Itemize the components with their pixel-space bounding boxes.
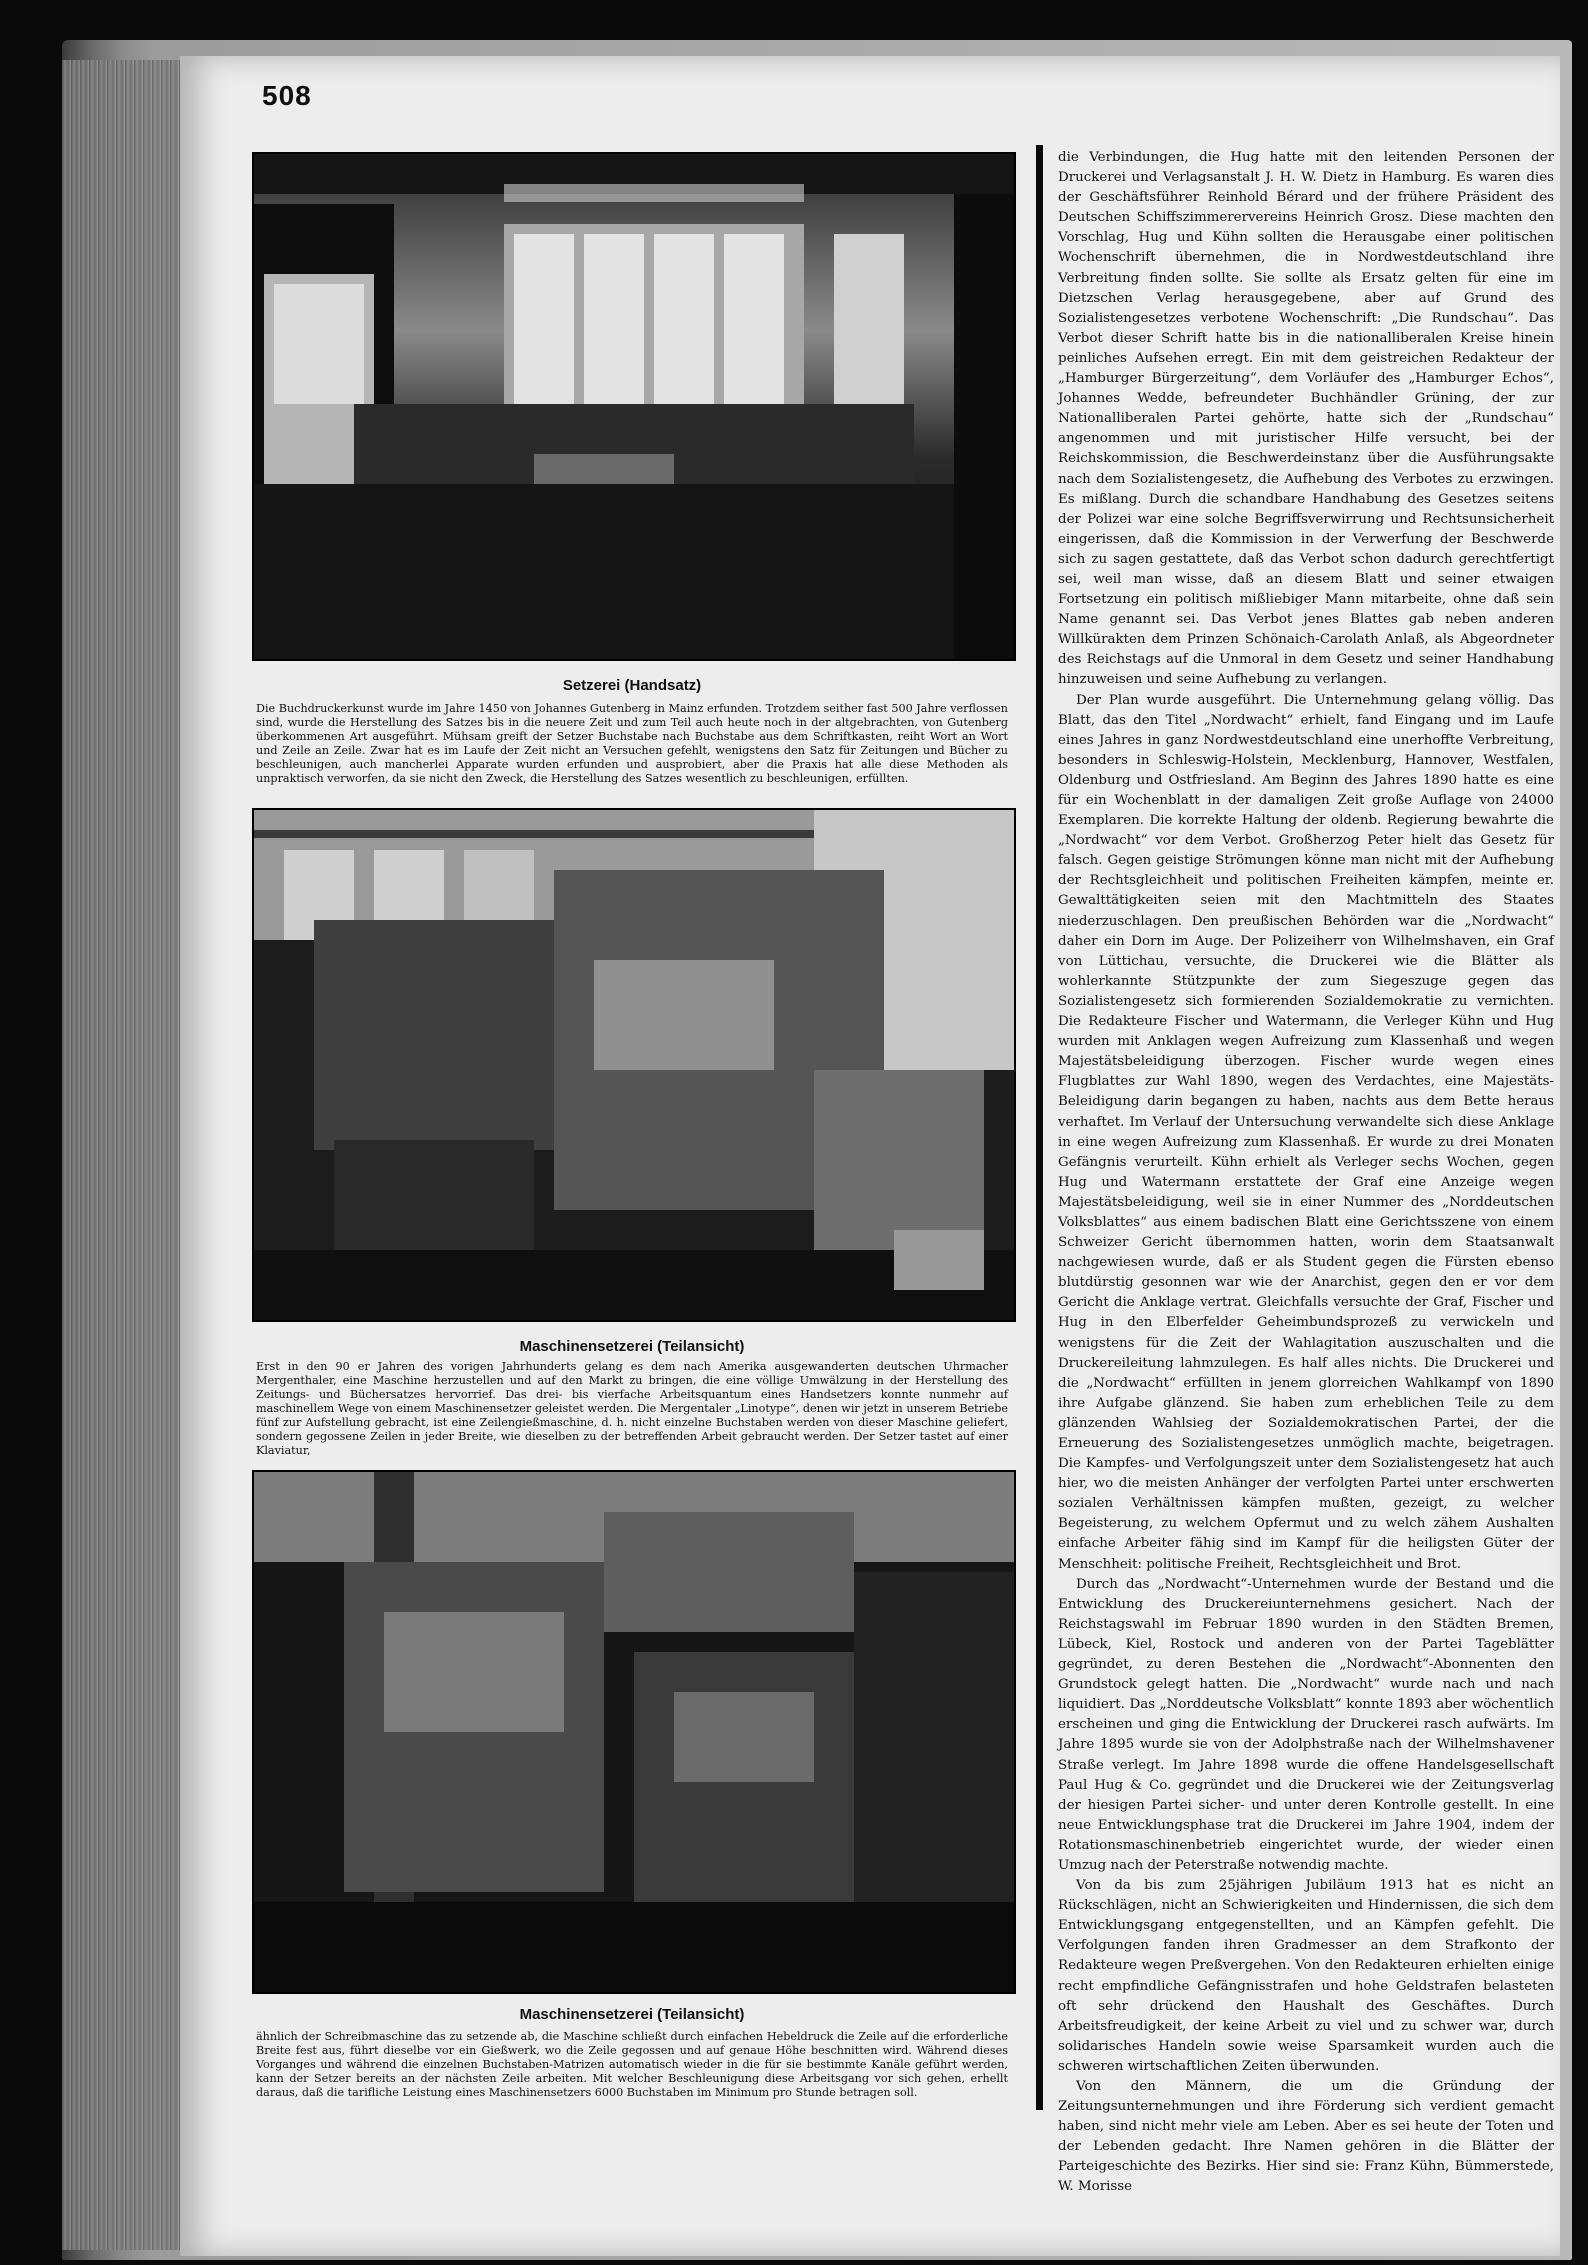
- article-paragraph: die Verbindungen, die Hug hatte mit den leitenden Personen der Druckerei und Verlagsanstalt J. H. W. Dietz in Hamburg. Es waren dies der Geschäftsführer Reinhold Bérard und der frühere Präsident des Deutschen Schiffszimmerervereins Heinrich Grosz. Diese machten den Vorschlag, Hug und Kühn sollten die Herausgabe einer politischen Wochenschrift übernehmen, die in Nordwestdeutschland ihre Verbreitung finden sollte. Sie sollte als Ersatz gelten für eine im Dietzschen Verlag herausgegebene, aber auf Grund des Sozialistengesetzes verbotene Wochenschrift: „Die Rundschau“. Das Verbot dieser Schrift hatte bis in die nationalliberalen Kreise hinein peinliches Aufsehen erregt. Ein mit dem geistreichen Redakteur der „Hamburger Bürgerzeitung“, dem Vorläufer des „Hamburger Echos“, Johannes Wedde, befreundeter Buchhändler Grüning, der zur Nationalliberalen Partei gehörte, hatte sich der „Rundschau“ angenommen und mit juristischer Hilfe versucht, bei der Reichskommission, die Beschwerdeinstanz über die Ausführungsakte nach dem Sozialistengesetz, die Aufhebung des Verbotes zu erzwingen. Es mißlang. Durch die schandbare Handhabung des Gesetzes seitens der Polizei war eine solche Begriffsverwirrung und Rechtsunsicherheit eingerissen, daß die Kommission in der Verwerfung der Beschwerde sich zu sagen gestattete, daß das Verbot schon dadurch gerechtfertigt sei, weil man wisse, daß an diesem Blatt und seiner etwaigen Fortsetzung ein politisch mißliebiger Mann mitarbeite, ohne daß sein Name genannt sei. Das Verbot jenes Blattes gab neben anderen Willkürakten dem Prinzen Schönaich-Carolath Anlaß, als Abgeordneter des Reichstags auf die Unmoral in dem Gesetz und seiner Handhabung hinzuweisen und seine Aufhebung zu verlangen.: [1058, 150, 1554, 688]
- article-paragraph: Durch das „Nordwacht“-Unternehmen wurde der Bestand und die Entwicklung des Druckereiunternehmens gesichert. Nach der Reichstagswahl im Februar 1890 wurden in den Städten Bremen, Lübeck, Kiel, Rostock und anderen von der Partei Tageblätter gegründet, zu deren Bestehen die „Nordwacht“-Abonnenten den Grundstock gelegt hatten. Die „Nordwacht“ wurde nach und nach liquidiert. Das „Norddeutsche Volksblatt“ konnte 1893 aber wöchentlich erscheinen und ging die Entwicklung der Druckerei rasch aufwärts. Im Jahre 1895 wurde sie von der Adolphstraße nach der Wilhelmshavener Straße verlegt. Im Jahre 1898 wurde die offene Handelsgesellschaft Paul Hug & Co. gegründet und die Druckerei wie der Zeitungsverlag der hiesigen Partei sicher- und unter deren Kontrolle gestellt. In eine neue Entwicklungsphase trat die Druckerei im Jahre 1904, indem der Rotationsmaschinenbetrieb eingerichtet wurde, der wieder einen Umzug nach der Peterstraße notwendig machte.: [1058, 1576, 1554, 1873]
- column-rule: [1036, 145, 1043, 2110]
- page-edges: [62, 60, 182, 2250]
- photo-hand-composing-room: [252, 152, 1016, 661]
- figure-2-title: Maschinensetzerei (Teilansicht): [519, 1338, 745, 1355]
- article-column: [1058, 148, 1554, 2198]
- photo-machine-composing-room-1: [252, 808, 1016, 1322]
- article-paragraph: Der Plan wurde ausgeführt. Die Unternehmung gelang völlig. Das Blatt, das den Titel „Nordwacht“ erhielt, fand Eingang und im Laufe eines Jahres in ganz Nordwestdeutschland eine unerhoffte Verbreitung, besonders in Schleswig-Holstein, Mecklenburg, Hannover, Westfalen, Oldenburg und Ostfriesland. Am Beginn des Jahres 1890 hatte es eine für ein Wochenblatt in der damaligen Zeit große Auflage von 24000 Exemplaren. Die korrekte Haltung der oldenb. Regierung bewahrte die „Nordwacht“ vor dem Verbot. Großherzog Peter hielt das Gesetz für falsch. Gegen geistige Strömungen könne man nicht mit der Aufhebung der Rechtsgleichheit und politischen Freiheiten kämpfen, meinte er. Gewalttätigkeiten seien mit den Machtmitteln des Staates niederzuschlagen. Den preußischen Behörden war die „Nordwacht“ daher ein Dorn im Auge. Der Polizeiherr von Wilhelmshaven, ein Graf von Lüttichau, versuchte, die Druckerei wie die Blätter als wohlerkannte Stützpunkte der zum Siegeszuge gegen das Sozialistengesetz sich formierenden Sozialdemokratie zu vernichten. Die Redakteure Fischer und Watermann, die Verleger Kühn und Hug wurden mit Anklagen wegen Aufreizung zum Klassenhaß und wegen Majestätsbeleidigung überzogen. Fischer wurde wegen eines Flugblattes zur Wahl 1890, wegen des Verdachtes, eine Majestäts-Beleidigung darin begangen zu haben, nachts aus dem Bette heraus verhaftet. Im Verlauf der Untersuchung verwandelte sich diese Anklage in eine wegen Aufreizung zum Klassenhaß. Er wurde zu drei Monaten Gefängnis verurteilt. Kühn erhielt als Verleger sechs Wochen, gegen Hug und Watermann erstattete der Graf eine Anzeige wegen Majestätsbeleidigung, weil sie in einer Nummer des „Norddeutschen Volksblattes“ aus einem badischen Blatt eine Gerichtsszene von einem Schweizer Gericht übernommen hatten, worin dem Staatsanwalt nachgewiesen wurde, daß er als Student gegen die Fürsten ebenso blutdürstig gesonnen war wie der Anarchist, gegen den er vor dem Gericht die Anklage vertrat. Gleichfalls versuchte der Graf, Fischer und Hug in den Elberfelder Geheimbundsprozeß zu verwickeln und wenigstens für die Zeit der Wahlagitation auszuschalten und die Druckereileitung lahmzulegen. Es half alles nichts. Die Druckerei und die „Nordwacht“ erfüllten in jenem glorreichen Wahlkampf von 1890 ihre Aufgabe glänzend. Sie haben zum erheblichen Teile zu dem glänzenden Wahlsieg der Sozialdemokratischen Partei, der die Erneuerung des Sozialistengesetzes unmöglich machte, beigetragen. Die Kampfes- und Verfolgungszeit unter dem Sozialistengesetz hat auch hier, wo die meisten Anhänger der verfolgten Partei unter erschwerten sozialen Verhältnissen kämpfen mußten, gezeigt, zu welcher Begeisterung, zu welchem Opfermut und zu welch zähem Aushalten einfache Arbeiter fähig sind im Kampf für die heiligsten Güter der Menschheit: politische Freiheit, Rechtsgleichheit und Brot.: [1058, 692, 1554, 1572]
- figure-3-title: Maschinensetzerei (Teilansicht): [519, 2006, 745, 2023]
- figure-1-title: Setzerei (Handsatz): [562, 677, 702, 694]
- photo-machine-composing-room-2: [252, 1470, 1016, 1994]
- figure-3-caption: ähnlich der Schreibmaschine das zu setzende ab, die Maschine schließt durch einfachen Hebeldruck die Zeile auf die erforderliche Breite fest aus, führt dieselbe vor ein Gießwerk, wo die Zeile gegossen und auf genaue Höhe beschnitten wird. Während dieses Vorganges und während die einzelnen Buchstaben-Matrizen automatisch wieder in die für sie bestimmte Kanäle geführt werden, kann der Setzer bereits an der nächsten Zeile arbeiten. Mit welcher Beschleunigung diese Arbeitsgang vor sich gehen, erhellt daraus, daß die tarifliche Leistung eines Maschinensetzers 6000 Buchstaben im Minimum pro Stunde betragen soll.: [256, 2030, 1008, 2099]
- figure-2-caption: Erst in den 90 er Jahren des vorigen Jahrhunderts gelang es dem nach Amerika ausgewanderten deutschen Uhrmacher Mergenthaler, eine Maschine herzustellen und auf den Markt zu bringen, die eine völlige Umwälzung in der Herstellung des Zeitungs- und Büchersatzes hervorrief. Das drei- bis vierfache Arbeitsquantum eines Handsetzers konnte nunmehr auf maschinellem Wege von einem Maschinensetzer geleistet werden. Die Mergentaler „Linotype“, denen wir jetzt in unserem Betriebe fünf zur Aufstellung gebracht, ist eine Zeilengießmaschine, d. h. nicht einzelne Buchstaben werden von dieser Maschine geliefert, sondern gegossene Zeilen in jeder Breite, wie dieselben zu der betreffenden Arbeit gebraucht werden. Der Setzer tastet auf einer Klaviatur,: [256, 1360, 1008, 1457]
- page-number: 508: [262, 80, 312, 111]
- figure-1-caption: Die Buchdruckerkunst wurde im Jahre 1450 von Johannes Gutenberg in Mainz erfunden. Trotzdem seither fast 500 Jahre verflossen sind, wurde die Herstellung des Satzes bis in die neuere Zeit und zum Teil auch heute noch in der altgebrachten, von Gutenberg überkommenen Art ausgeführt. Mühsam greift der Setzer Buchstabe nach Buchstabe aus dem Schriftkasten, reiht Wort an Wort und Zeile an Zeile. Zwar hat es im Laufe der Zeit nicht an Versuchen gefehlt, wenigstens den Satz für Zeitungen und Bücher zu beschleunigen, auch mancherlei Apparate wurden erfunden und ausprobiert, aber die Praxis hat alle diese Methoden als unpraktisch verworfen, da sie nicht den Zweck, die Herstellung des Satzes wesentlich zu beschleunigen, erfüllten.: [256, 702, 1008, 785]
- article-paragraph: Von da bis zum 25jährigen Jubiläum 1913 hat es nicht an Rückschlägen, nicht an Schwierigkeiten und Hindernissen, die sich dem Entwicklungsgang entgegenstellten, und an Kämpfen gefehlt. Die Verfolgungen fanden ihren Gradmesser an dem Strafkonto der Redakteure wegen Preßvergehen. Von den Redakteuren erhielten einige recht empfindliche Gefängnisstrafen und hohe Geldstrafen belasteten oft sehr drückend den Haushalt des Geschäftes. Durch Arbeitsfreudigkeit, der keine Arbeit zu viel und zu schwer war, durch solidarisches Handeln sowie weise Sparsamkeit wurden auch die schweren wirtschaftlichen Zeiten überwunden.: [1058, 1878, 1554, 2074]
- article-paragraph: Von den Männern, die um die Gründung der Zeitungsunternehmungen und ihre Förderung sich verdient gemacht haben, sind nicht mehr viele am Leben. Aber es sei heute der Toten und der Lebenden gedacht. Ihre Namen gehören in die Blätter der Parteigeschichte des Bezirks. Hier sind sie: Franz Kühn, Bümmerstede, W. Morisse: [1058, 2079, 1554, 2195]
